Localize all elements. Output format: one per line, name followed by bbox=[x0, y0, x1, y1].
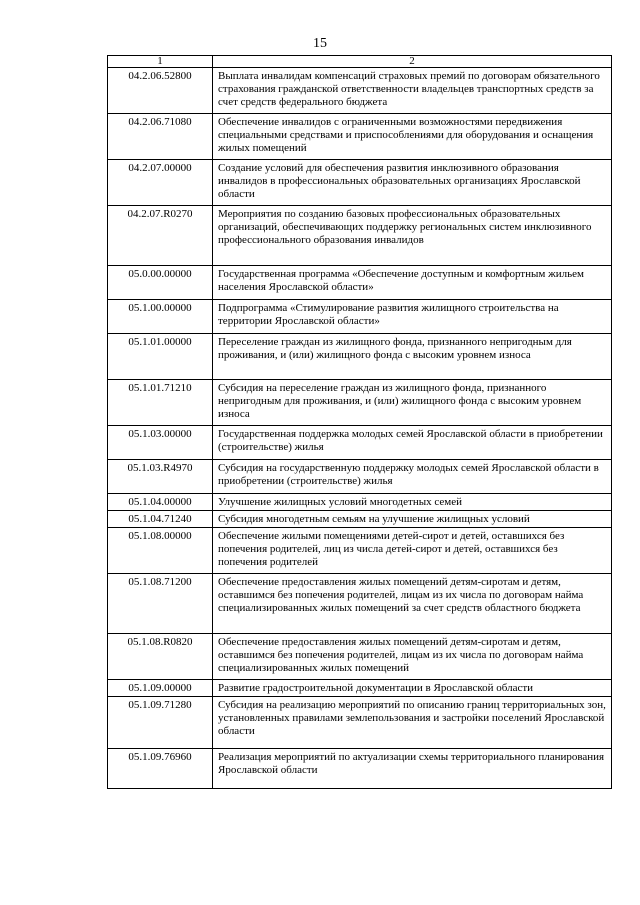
row-code: 05.0.00.00000 bbox=[108, 266, 213, 300]
row-name: Подпрограмма «Стимулирование развития жилищного строительства на территории Ярославской области» bbox=[213, 300, 612, 334]
row-name: Государственная поддержка молодых семей Ярославской области в приобретении (строительстве) жилья bbox=[213, 426, 612, 460]
table-row bbox=[108, 334, 612, 380]
row-name: Субсидия на государственную поддержку молодых семей Ярославской области в приобретении (строительстве) жилья bbox=[213, 460, 612, 494]
row-code: 05.1.09.71280 bbox=[108, 697, 213, 749]
row-name: Обеспечение жилыми помещениями детей-сирот и детей, оставшихся без попечения родителей, лиц из числа детей-сирот и детей, оставшихся без попечения родителей bbox=[213, 528, 612, 574]
row-code: 05.1.03.R4970 bbox=[108, 460, 213, 494]
table-row bbox=[108, 494, 612, 511]
row-name: Обеспечение предоставления жилых помещений детям-сиротам и детям, оставшимся без попечения родителей, лицам из их числа по договорам найма специализированных жилых помещений bbox=[213, 634, 612, 680]
column-header-name: 2 bbox=[213, 56, 612, 68]
row-code: 05.1.08.71200 bbox=[108, 574, 213, 634]
classification-table bbox=[107, 55, 612, 789]
row-name: Обеспечение предоставления жилых помещений детям-сиротам и детям, оставшимся без попечения родителей, лицам из их числа по договорам найма специализированных жилых помещений за счет средств областного бюджета bbox=[213, 574, 612, 634]
row-name: Переселение граждан из жилищного фонда, признанного непригодным для проживания, и (или) жилищного фонда с высоким уровнем износа bbox=[213, 334, 612, 380]
page-number: 15 bbox=[313, 36, 327, 51]
row-code: 05.1.09.76960 bbox=[108, 749, 213, 789]
row-name: Субсидия многодетным семьям на улучшение жилищных условий bbox=[213, 511, 612, 528]
row-name: Улучшение жилищных условий многодетных семей bbox=[213, 494, 612, 511]
table-row bbox=[108, 206, 612, 266]
row-code: 04.2.06.52800 bbox=[108, 68, 213, 114]
table-row bbox=[108, 380, 612, 426]
row-code: 05.1.03.00000 bbox=[108, 426, 213, 460]
column-header-code: 1 bbox=[108, 56, 213, 68]
row-name: Создание условий для обеспечения развития инклюзивного образования инвалидов в профессиональных образовательных организациях Ярославской области bbox=[213, 160, 612, 206]
row-code: 05.1.01.71210 bbox=[108, 380, 213, 426]
table-header-row bbox=[108, 56, 612, 68]
table-row bbox=[108, 680, 612, 697]
table-row bbox=[108, 697, 612, 749]
row-code: 05.1.04.71240 bbox=[108, 511, 213, 528]
table-row bbox=[108, 300, 612, 334]
table-row bbox=[108, 511, 612, 528]
row-name: Государственная программа «Обеспечение доступным и комфортным жильем населения Ярославской области» bbox=[213, 266, 612, 300]
row-name: Выплата инвалидам компенсаций страховых премий по договорам обязательного страхования гражданской ответственности владельцев транспортных средств за счет средств федерального бюджета bbox=[213, 68, 612, 114]
table-row bbox=[108, 460, 612, 494]
row-code: 05.1.00.00000 bbox=[108, 300, 213, 334]
row-code: 05.1.01.00000 bbox=[108, 334, 213, 380]
row-code: 04.2.07.R0270 bbox=[108, 206, 213, 266]
table-row bbox=[108, 114, 612, 160]
table-row bbox=[108, 634, 612, 680]
row-code: 05.1.08.R0820 bbox=[108, 634, 213, 680]
table-row bbox=[108, 528, 612, 574]
row-name: Мероприятия по созданию базовых профессиональных образовательных организаций, обеспечивающих поддержку региональных систем инклюзивного профессионального образования инвалидов bbox=[213, 206, 612, 266]
table-row bbox=[108, 266, 612, 300]
row-code: 05.1.08.00000 bbox=[108, 528, 213, 574]
row-code: 04.2.06.71080 bbox=[108, 114, 213, 160]
row-code: 05.1.09.00000 bbox=[108, 680, 213, 697]
row-name: Субсидия на переселение граждан из жилищного фонда, признанного непригодным для проживания, и (или) жилищного фонда с высоким уровнем износа bbox=[213, 380, 612, 426]
table-row bbox=[108, 574, 612, 634]
table-row bbox=[108, 68, 612, 114]
row-name: Реализация мероприятий по актуализации схемы территориального планирования Ярославской области bbox=[213, 749, 612, 789]
row-code: 05.1.04.00000 bbox=[108, 494, 213, 511]
row-name: Развитие градостроительной документации в Ярославской области bbox=[213, 680, 612, 697]
row-name: Обеспечение инвалидов с ограниченными возможностями передвижения специальными средствами и приспособлениями для оборудования и оснащения жилых помещений bbox=[213, 114, 612, 160]
table-row bbox=[108, 426, 612, 460]
row-code: 04.2.07.00000 bbox=[108, 160, 213, 206]
table-row bbox=[108, 749, 612, 789]
table-row bbox=[108, 160, 612, 206]
row-name: Субсидия на реализацию мероприятий по описанию границ территориальных зон, установленных правилами землепользования и застройки поселений Ярославской области bbox=[213, 697, 612, 749]
